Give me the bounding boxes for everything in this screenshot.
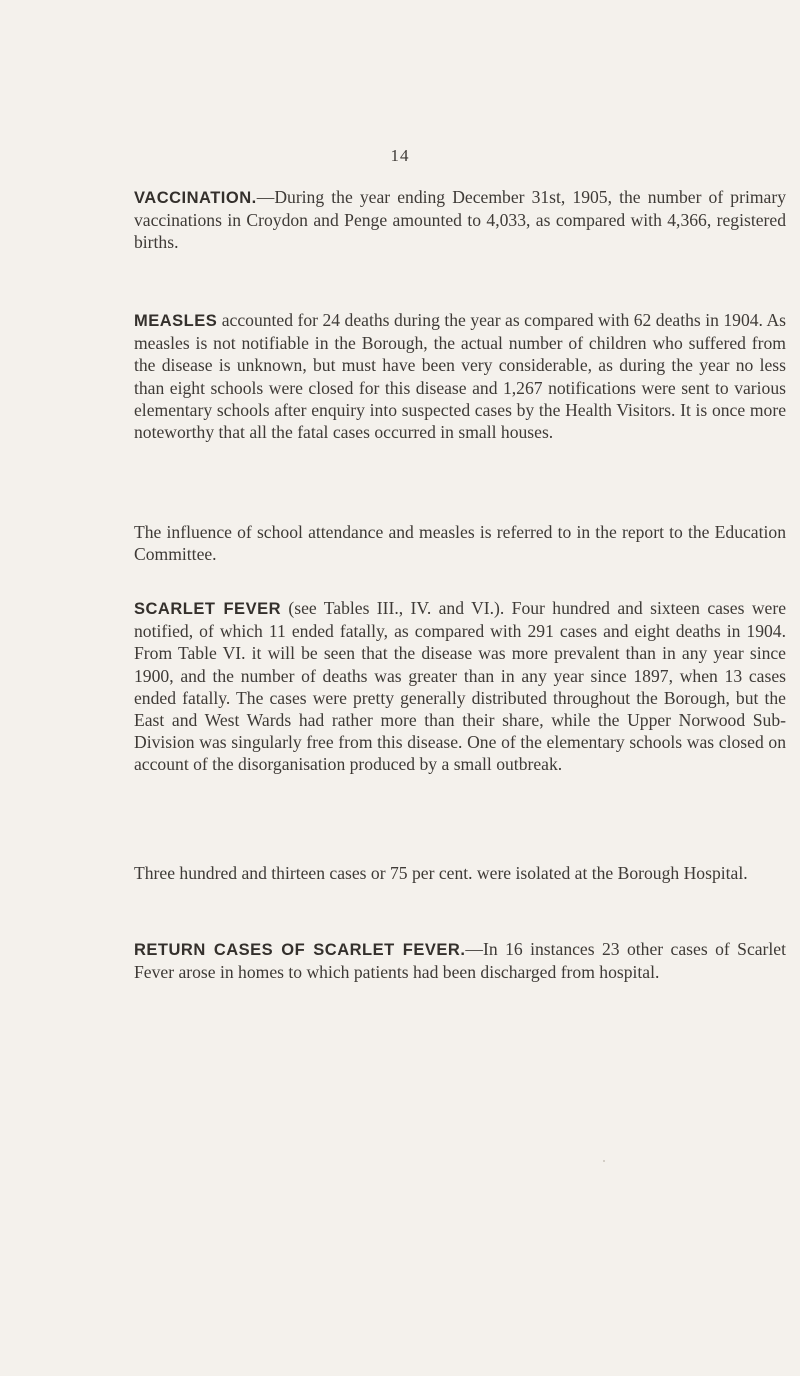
isolation-paragraph [88,862,786,884]
vaccination-heading: VACCINATION. [134,189,257,207]
paper-speck [603,1160,605,1162]
influence-text: The influence of school attendance and measles is referred to in the report to the Education Committee. [134,522,786,565]
measles-heading: MEASLES [134,312,218,330]
page-number: 14 [390,146,410,165]
measles-text: accounted for 24 deaths during the year as compared with 62 deaths in 1904. As measles is not notifiable in the Borough, the actual number of children who suffered from the disease is unknown, but must have been very considerable, as during the year no less than eight schools were closed for this disease and 1,267 notifications were sent to various elementary schools after enquiry into suspected cases by the Health Visitors. It is once more noteworthy that all the fatal cases occurred in small houses. [134,310,786,443]
vaccination-paragraph [88,186,786,254]
return-cases-text: —In 16 instances 23 other cases of Scarlet Fever arose in homes to which patients had been discharged from hospital. [134,939,787,983]
measles-paragraph [88,309,786,443]
influence-paragraph [88,521,786,565]
scarlet-fever-heading: SCARLET FEVER [134,600,281,618]
scarlet-fever-paragraph [88,597,786,776]
return-cases-heading: RETURN CASES OF SCARLET FEVER. [134,941,466,959]
scarlet-fever-text: (see Tables III., IV. and VI.). Four hundred and sixteen cases were notified, of which 11 ended fatally, as compared with 291 cases and eight deaths in 1904. From Table VI. it will be seen that the disease was more prevalent than in any year since 1900, and the number of deaths was greater than in any year since 1897, when 13 cases ended fatally. The cases were pretty generally distributed throughout the Borough, but the East and West Wards had rather more than their share, while the Upper Norwood Sub-Division was singularly free from this disease. One of the elementary schools was closed on account of the disorganisation produced by a small outbreak. [134,598,786,775]
return-cases-paragraph [88,938,786,983]
vaccination-text: —During the year ending December 31st, 1905, the number of primary vaccinations in Croydon and Penge amounted to 4,033, as compared with 4,366, registered births. [134,187,786,253]
isolation-text: Three hundred and thirteen cases or 75 per cent. were isolated at the Borough Hospital. [134,863,748,883]
